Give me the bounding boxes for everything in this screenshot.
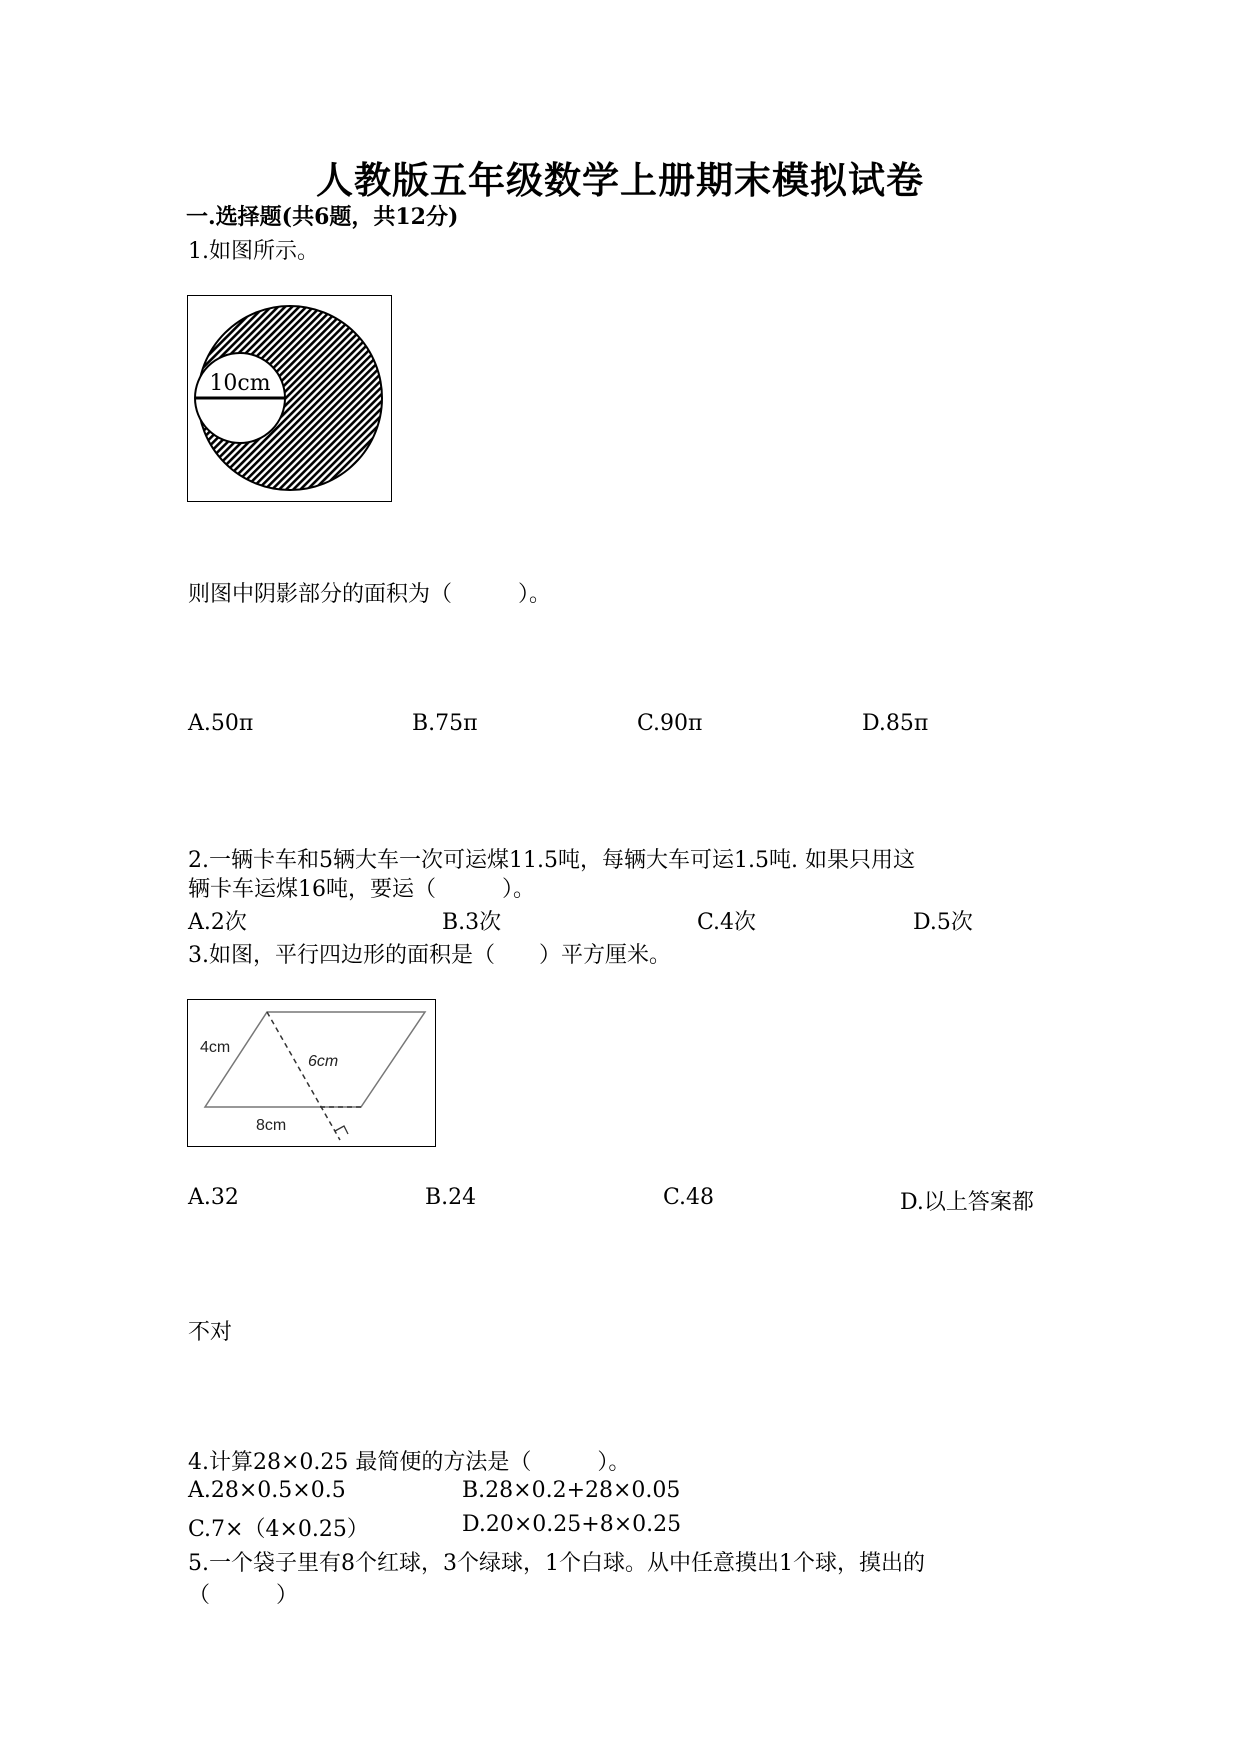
question-4-option-c[interactable]: C.7×（4×0.25） xyxy=(188,1517,369,1542)
shaded-ring-figure xyxy=(188,296,391,501)
base-label: 8cm xyxy=(256,1117,287,1134)
question-3-stem: 3.如图，平行四边形的面积是（ ）平方厘米。 xyxy=(188,943,671,968)
question-1-option-d[interactable]: D.85π xyxy=(862,711,929,736)
section-heading: 一.选择题(共6题，共12分) xyxy=(186,204,459,230)
question-4-option-a[interactable]: A.28×0.5×0.5 xyxy=(188,1478,346,1503)
question-1-follow-up: 则图中阴影部分的面积为（ ）。 xyxy=(188,582,552,607)
question-4-stem: 4.计算28×0.25 最简便的方法是（ ）。 xyxy=(188,1450,631,1475)
question-4-option-d[interactable]: D.20×0.25+8×0.25 xyxy=(462,1512,682,1537)
right-angle-mark xyxy=(335,1126,348,1134)
height-label: 6cm xyxy=(308,1053,339,1070)
question-2-option-c[interactable]: C.4次 xyxy=(697,910,757,935)
question-2-option-b[interactable]: B.3次 xyxy=(442,910,502,935)
question-3-option-d-continuation: 不对 xyxy=(188,1320,233,1345)
question-5-stem-line-2: （ ） xyxy=(188,1583,299,1608)
question-1-option-a[interactable]: A.50π xyxy=(188,711,254,736)
side-label: 4cm xyxy=(200,1039,231,1056)
diameter-label: 10cm xyxy=(209,371,271,396)
question-5-stem-line-1: 5.一个袋子里有8个红球，3个绿球，1个白球。从中任意摸出1个球，摸出的 xyxy=(188,1551,925,1576)
question-3-option-a[interactable]: A.32 xyxy=(188,1185,239,1210)
question-1-option-c[interactable]: C.90π xyxy=(637,711,703,736)
question-3-option-c[interactable]: C.48 xyxy=(663,1185,715,1210)
question-4-option-b[interactable]: B.28×0.2+28×0.05 xyxy=(462,1478,681,1503)
page-title: 人教版五年级数学上册期末模拟试卷 xyxy=(316,158,924,202)
question-3-figure xyxy=(187,999,436,1147)
question-2-option-a[interactable]: A.2次 xyxy=(188,910,247,935)
question-1-option-b[interactable]: B.75π xyxy=(412,711,478,736)
parallelogram-figure xyxy=(188,1000,435,1146)
question-2-option-d[interactable]: D.5次 xyxy=(913,910,973,935)
question-3-option-d[interactable]: D.以上答案都 xyxy=(900,1190,1034,1215)
question-2-stem-line-1: 2.一辆卡车和5辆大车一次可运煤11.5吨，每辆大车可运1.5吨. 如果只用这 xyxy=(188,848,915,873)
question-1-stem: 1.如图所示。 xyxy=(188,239,319,264)
question-3-option-b[interactable]: B.24 xyxy=(425,1185,477,1210)
question-2-stem-line-2: 辆卡车运煤16吨，要运（ ）。 xyxy=(188,877,535,902)
question-1-figure xyxy=(187,295,392,502)
